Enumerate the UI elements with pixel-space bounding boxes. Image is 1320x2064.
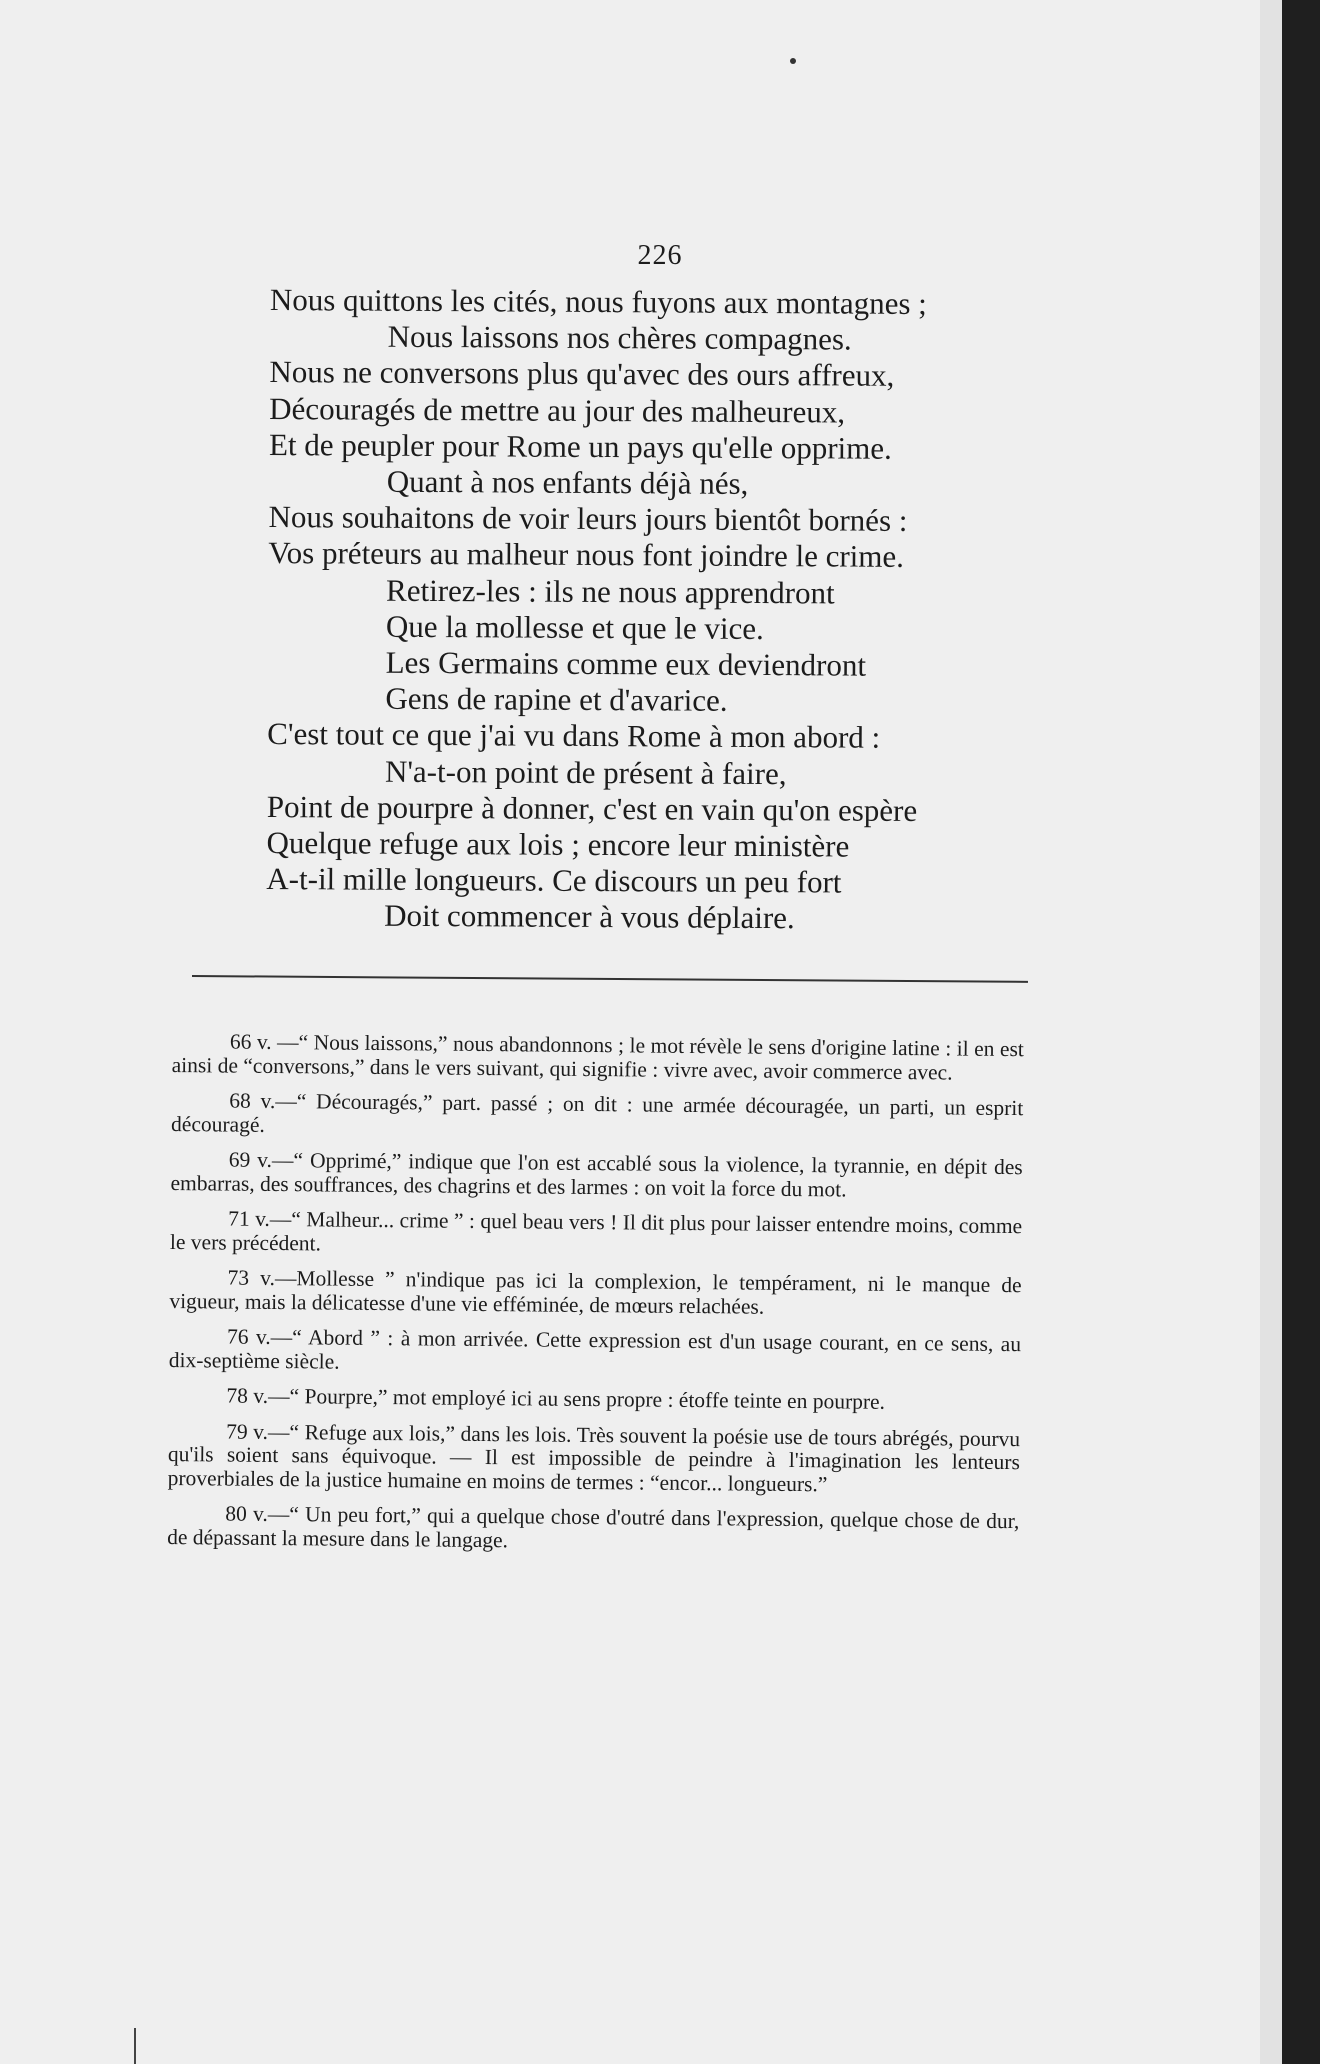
speck [790, 58, 796, 64]
footnote-ref: 80 v. [225, 1501, 268, 1526]
page-edge-shadow [1260, 0, 1282, 2064]
poem-line: Gens de rapine et d'avarice. [385, 680, 728, 719]
footnote-ref: 68 v. [229, 1088, 276, 1113]
poem-line: Point de pourpre à donner, c'est en vain qu'on espère [266, 788, 918, 828]
footnote-text: —“ Un peu fort,” qui a quelque chose d'outré dans l'expression, quelque chose de dur, de dépassant la mesure dans le langage. [167, 1501, 1020, 1552]
poem-line: N'a-t-on point de présent à faire, [384, 753, 787, 791]
footnote-text: —“ Découragés,” part. passé ; on dit : une armée découragée, un parti, un esprit découragé. [170, 1088, 1024, 1137]
footnote [172, 1030, 1024, 1085]
footnote [169, 1325, 1021, 1380]
footnote-text: —“ Refuge aux lois,” dans les lois. Très souvent la poésie use de tours abrégés, pourvu qu'ils soient sans équivoque. — Il est impossible de peindre à l'imagination les lenteurs proverbiales de la justice humaine en moins de termes : “encor... longueurs.” [167, 1419, 1021, 1496]
poem-line: Vos préteurs au malheur nous font joindre le crime. [268, 535, 905, 575]
footnote [168, 1419, 1021, 1498]
footnote [170, 1207, 1022, 1262]
footnote-text: —“ Opprimé,” indique que l'on est accablé sous la violence, la tyrannie, en dépit des embarras, des souffrances, des chagrins et des larmes : on voit la force du mot. [170, 1147, 1023, 1201]
poem-line: Et de peupler pour Rome un pays qu'elle opprime. [268, 426, 892, 466]
footnote [167, 1502, 1019, 1557]
scan-border [1282, 0, 1320, 2064]
poem-line: Les Germains comme eux deviendront [385, 644, 867, 683]
poem-line: Doit commencer à vous déplaire. [384, 898, 795, 936]
footnote-ref: 73 v. [227, 1265, 276, 1290]
poem-line: Nous laissons nos chères compagnes. [387, 318, 852, 357]
scan-mark [134, 2028, 136, 2064]
footnote [169, 1266, 1021, 1321]
page-number: 226 [637, 240, 683, 271]
footnote-ref: 76 v. [226, 1324, 271, 1349]
poem-line: C'est tout ce que j'ai vu dans Rome à mon abord : [267, 716, 881, 756]
footnote-text: —“ Abord ” : à mon arrivée. Cette expression est d'un usage courant, en ce sens, au dix-septième siècle. [168, 1324, 1022, 1374]
poem-line: A-t-il mille longueurs. Ce discours un peu fort [266, 861, 842, 900]
poem-line: Quant à nos enfants déjà nés, [386, 463, 749, 501]
poem-line: Nous souhaitons de voir leurs jours bientôt bornés : [268, 499, 908, 539]
footnote-text: —“ Nous laissons,” nous abandonnons ; le mot révèle le sens d'origine latine : il en est ainsi de “conversons,” dans le vers suivant, qui signifie : vivre avec, avoir commerce avec. [171, 1029, 1024, 1084]
footnote-text: —“ Malheur... crime ” : quel beau vers ! Il dit plus pour laisser entendre moins, comme le vers précédent. [169, 1206, 1023, 1255]
footnote-ref: 79 v. [226, 1419, 269, 1444]
footnotes [167, 1030, 1024, 1569]
footnote-ref: 69 v. [228, 1147, 273, 1172]
footnote-ref: 66 v. [229, 1029, 272, 1054]
poem-line: Nous quittons les cités, nous fuyons aux montagnes ; [269, 282, 927, 322]
footnote-ref: 71 v. [228, 1206, 270, 1231]
footnote [170, 1148, 1022, 1203]
footnote-divider [192, 975, 1028, 983]
footnote [168, 1384, 1020, 1416]
footnote-text: —Mollesse ” n'indique pas ici la complexion, le tempérament, ni le manque de vigueur, mais la délicatesse d'une vie efféminée, de mœurs relachées. [169, 1265, 1022, 1319]
footnote [171, 1089, 1023, 1144]
poem-line: Nous ne conversons plus qu'avec des ours affreux, [269, 354, 895, 394]
poem-line: Découragés de mettre au jour des malheureux, [269, 390, 846, 430]
footnote-text: —“ Pourpre,” mot employé ici au sens propre : étoffe teinte en pourpre. [267, 1383, 886, 1414]
poem-line: Quelque refuge aux lois ; encore leur ministère [266, 825, 850, 864]
poem-line: Que la mollesse et que le vice. [385, 608, 764, 646]
footnote-ref: 78 v. [226, 1383, 269, 1408]
poem-line: Retirez-les : ils ne nous apprendront [386, 572, 835, 611]
poem-stanza [266, 282, 1030, 938]
